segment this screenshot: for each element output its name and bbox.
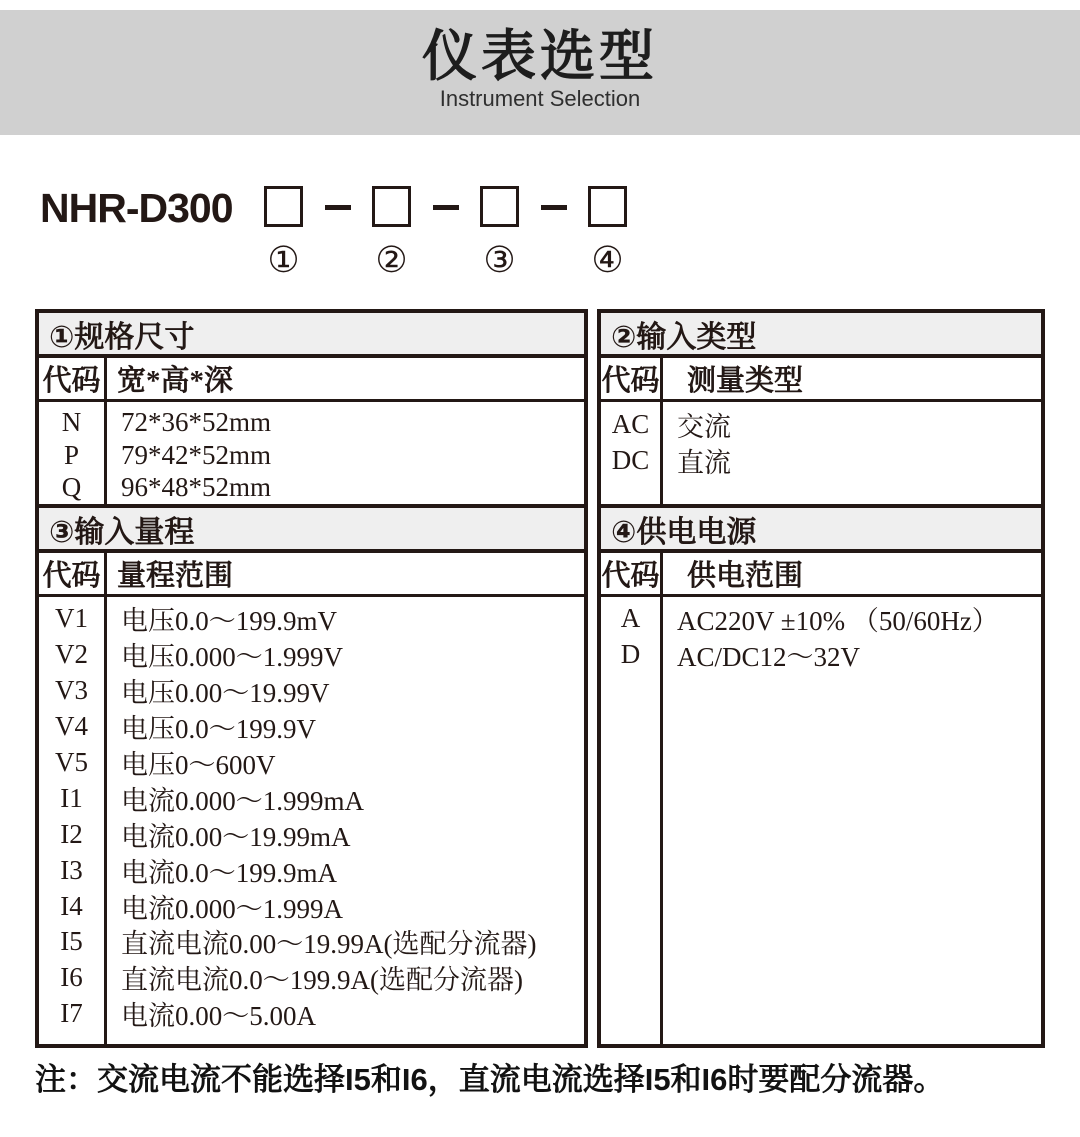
- row-value: 直流: [677, 447, 731, 478]
- power-value-column: [663, 597, 1041, 1044]
- spec-rows: [39, 402, 584, 508]
- col-header-code: 代码: [601, 358, 663, 399]
- row-code: P: [63, 439, 80, 470]
- spec-value-column: [107, 402, 584, 504]
- row-value: 电压0.000～1.999V: [121, 642, 343, 673]
- power-rows: [601, 597, 1041, 1044]
- col-header-value: 测量类型: [687, 365, 804, 397]
- row-value: 电流0.00～5.00A: [121, 1001, 316, 1032]
- selection-table: [35, 309, 1045, 1048]
- row-value: 电流0.000～1.999mA: [121, 785, 364, 816]
- row-value: 电压0.00～19.99V: [121, 678, 330, 709]
- table-left: [35, 309, 588, 1048]
- input-type-code-column: [601, 402, 663, 504]
- row-code: V5: [55, 747, 88, 777]
- col-header-value: 宽*高*深: [117, 365, 234, 397]
- row-value: 电流0.00～19.99mA: [121, 821, 351, 852]
- slot-number-label: ③: [483, 240, 516, 280]
- input-range-value-column: [107, 597, 584, 1044]
- model-code-box: [588, 186, 627, 227]
- row-code: I3: [60, 854, 83, 885]
- row-code: I1: [60, 782, 83, 813]
- row-value: 直流电流0.00～19.99A(选配分流器): [121, 929, 537, 960]
- input-type-value-column: [663, 402, 1041, 504]
- row-code: DC: [611, 444, 650, 475]
- row-value: AC220V ±10% （50/60Hz）: [677, 606, 999, 637]
- dash-separator: [433, 205, 459, 210]
- model-code-box: [372, 186, 411, 227]
- model-code-slot: [261, 186, 307, 279]
- row-code: I4: [60, 890, 83, 921]
- dash-separator: [325, 205, 351, 210]
- slot-number-label: ④: [591, 240, 624, 280]
- section-header-power: ④供电电源: [601, 508, 1041, 553]
- dash-separator: [541, 205, 567, 210]
- model-prefix: NHR-D300: [40, 185, 233, 231]
- model-code-box: [480, 186, 519, 227]
- row-code: I6: [60, 962, 83, 993]
- spec-column-headers: [39, 358, 584, 402]
- row-value: AC/DC12～32V: [677, 642, 861, 673]
- power-code-column: [601, 597, 663, 1044]
- row-value: 电流0.0～199.9mA: [121, 857, 337, 888]
- slot-number-label: ②: [375, 240, 408, 280]
- row-code: I2: [60, 818, 83, 849]
- model-code-slot-group: [307, 186, 415, 279]
- page-subtitle: Instrument Selection: [439, 86, 641, 111]
- row-value: 交流: [677, 411, 731, 442]
- input-type-rows: [601, 402, 1041, 508]
- row-value: 72*36*52mm: [121, 406, 272, 437]
- page-title: 仪表选型: [421, 25, 658, 87]
- row-value: 电压0.0～199.9V: [121, 714, 316, 745]
- row-code: V4: [55, 711, 88, 742]
- spec-code-column: [39, 402, 107, 504]
- model-code-slot-group: [415, 186, 523, 279]
- footnote: 注：交流电流不能选择I5和I6，直流电流选择I5和I6时要配分流器。: [35, 1062, 945, 1097]
- row-code: A: [620, 603, 641, 634]
- row-code: I5: [60, 926, 83, 957]
- row-value: 电压0.0～199.9mV: [121, 606, 337, 637]
- row-code: AC: [611, 408, 650, 439]
- model-code-slot: [369, 186, 415, 279]
- row-code: N: [61, 406, 82, 437]
- row-value: 直流电流0.0～199.9A(选配分流器): [121, 965, 523, 996]
- col-header-value: 量程范围: [117, 560, 234, 592]
- table-right: [597, 309, 1045, 1048]
- section-header-input-type: ②输入类型: [601, 313, 1041, 358]
- row-value: 电压0～600V: [121, 750, 276, 781]
- row-code: V1: [55, 603, 88, 634]
- model-code-slot: [477, 186, 523, 279]
- col-header-code: 代码: [39, 553, 107, 594]
- row-value: 96*48*52mm: [121, 472, 272, 503]
- model-code-slot-group: [261, 186, 307, 279]
- col-header-code: 代码: [601, 553, 663, 594]
- col-header-code: 代码: [39, 358, 107, 399]
- row-code: V2: [55, 639, 88, 670]
- section-header-input-range: ③输入量程: [39, 508, 584, 553]
- power-column-headers: [601, 553, 1041, 597]
- row-value: 电流0.000～1.999A: [121, 893, 343, 924]
- row-code: Q: [61, 472, 82, 503]
- section-header-spec: ①规格尺寸: [39, 313, 584, 358]
- model-code-slot-group: [523, 186, 631, 279]
- model-code-slot: [585, 186, 631, 279]
- row-value: 79*42*52mm: [121, 439, 272, 470]
- input-range-rows: [39, 597, 584, 1044]
- row-code: D: [620, 639, 641, 670]
- row-code: V3: [55, 675, 88, 706]
- col-header-value: 供电范围: [687, 560, 804, 592]
- input-range-column-headers: [39, 553, 584, 597]
- row-code: I7: [60, 998, 83, 1029]
- input-type-column-headers: [601, 358, 1041, 402]
- input-range-code-column: [39, 597, 107, 1044]
- slot-number-label: ①: [267, 240, 300, 280]
- model-code-box: [264, 186, 303, 227]
- model-code-slots: [261, 186, 631, 279]
- page-header-banner: [0, 10, 1080, 135]
- model-code-diagram: [40, 186, 631, 279]
